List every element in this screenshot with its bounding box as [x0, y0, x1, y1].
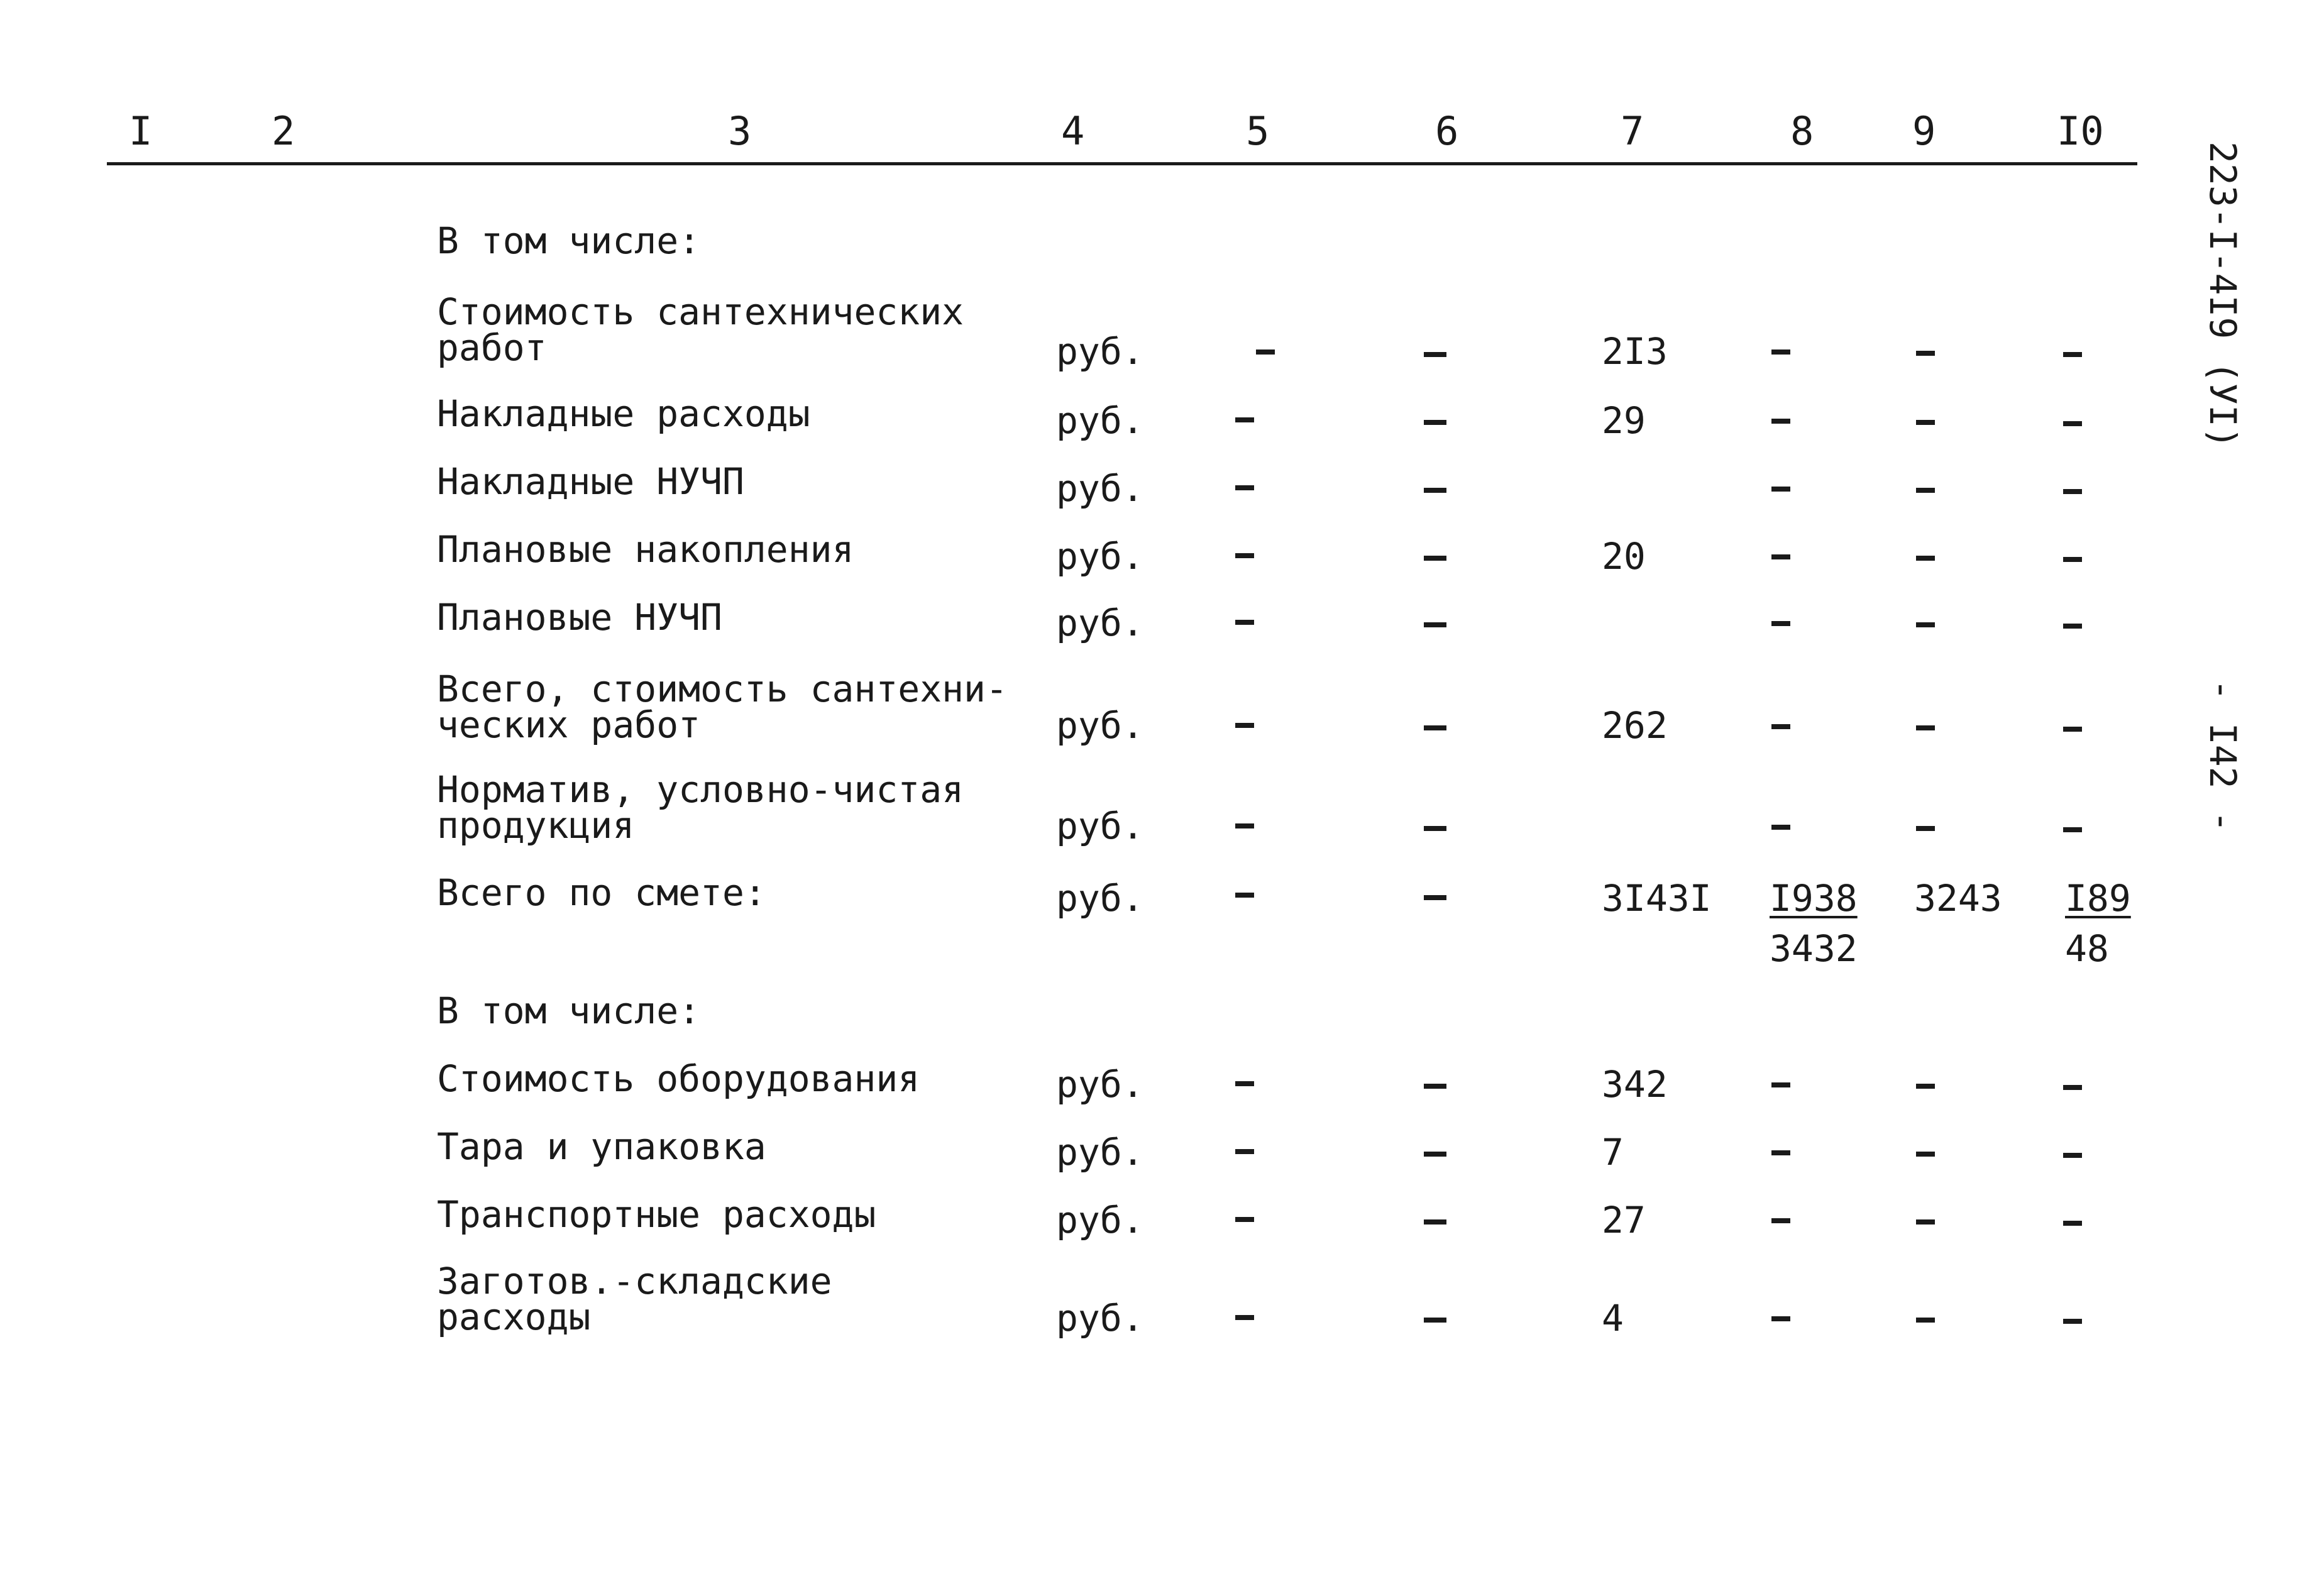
empty-dash — [1916, 488, 1935, 493]
header-rule — [107, 162, 2137, 165]
empty-dash — [1424, 488, 1446, 493]
empty-dash — [1771, 1316, 1790, 1321]
row-col8-fraction — [1770, 877, 1858, 970]
column-header-7: 7 — [1621, 108, 1644, 154]
empty-dash — [1916, 1318, 1935, 1323]
row-unit: руб. — [1056, 467, 1144, 510]
empty-dash — [1424, 1152, 1446, 1157]
row-label: Стоимость сантехнических работ — [437, 290, 964, 369]
empty-dash — [2063, 624, 2082, 629]
empty-dash — [2063, 352, 2082, 357]
row-col10-fraction — [2065, 877, 2131, 970]
row-label: Транспортные расходы — [437, 1193, 876, 1236]
row-label: Норматив, условно-чистая продукция — [437, 768, 964, 847]
row-label: Плановые НУЧП — [437, 596, 722, 639]
empty-dash — [1916, 351, 1935, 356]
row-col7-value: 262 — [1602, 704, 1668, 747]
empty-dash — [1771, 825, 1790, 830]
empty-dash — [1235, 553, 1254, 558]
row-label: Накладные НУЧП — [437, 460, 744, 503]
empty-dash — [1424, 895, 1446, 900]
row-unit: руб. — [1056, 877, 1144, 920]
column-header-6: 6 — [1435, 108, 1459, 154]
empty-dash — [1771, 487, 1790, 492]
empty-dash — [1771, 1082, 1790, 1087]
empty-dash — [1916, 1084, 1935, 1089]
empty-dash — [1916, 556, 1935, 561]
empty-dash — [1235, 485, 1254, 490]
row-col7-value: 27 — [1602, 1199, 1646, 1241]
empty-dash — [1916, 725, 1935, 730]
row-unit: руб. — [1056, 399, 1144, 442]
row-unit: руб. — [1056, 1297, 1144, 1340]
row-label: Всего, стоимость сантехни- ческих работ — [437, 668, 1008, 746]
column-header-8: 8 — [1790, 108, 1814, 154]
empty-dash — [1235, 893, 1254, 898]
empty-dash — [1771, 1218, 1790, 1223]
row-label: Тара и упаковка — [437, 1125, 766, 1168]
empty-dash — [1424, 1084, 1446, 1089]
empty-dash — [1771, 621, 1790, 626]
row-label: Накладные расходы — [437, 392, 810, 435]
empty-dash — [1424, 1219, 1446, 1225]
empty-dash — [2063, 421, 2082, 426]
empty-dash — [2063, 1221, 2082, 1226]
empty-dash — [1916, 826, 1935, 831]
empty-dash — [1771, 724, 1790, 729]
row-col7-value: 20 — [1602, 535, 1646, 578]
row-unit: руб. — [1056, 1131, 1144, 1174]
row-label: Плановые накопления — [437, 528, 854, 571]
empty-dash — [1424, 826, 1446, 831]
empty-dash — [2063, 557, 2082, 562]
row-unit: руб. — [1056, 805, 1144, 847]
fraction-numerator: I89 — [2065, 877, 2131, 920]
row-label: Стоимость оборудования — [437, 1057, 920, 1100]
empty-dash — [2063, 727, 2082, 732]
empty-dash — [1424, 1318, 1446, 1323]
row-unit: руб. — [1056, 1063, 1144, 1106]
empty-dash — [1235, 823, 1254, 828]
row-label: Заготов.-складские расходы — [437, 1260, 832, 1338]
empty-dash — [1916, 420, 1935, 425]
empty-dash — [2063, 1319, 2082, 1324]
row-col7-value: 29 — [1602, 399, 1646, 442]
document-code: 223-I-4I9 (УI) — [2201, 141, 2244, 449]
empty-dash — [1916, 1219, 1935, 1225]
column-header-10: I0 — [2057, 108, 2104, 154]
row-unit: руб. — [1056, 704, 1144, 747]
empty-dash — [2063, 1153, 2082, 1158]
empty-dash — [1235, 417, 1254, 422]
row-col7-value: 2I3 — [1602, 330, 1668, 373]
section-heading: В том числе: — [437, 989, 701, 1032]
empty-dash — [1235, 1217, 1254, 1222]
row-col9-value: 3243 — [1914, 877, 2002, 920]
row-unit: руб. — [1056, 535, 1144, 578]
empty-dash — [1256, 349, 1275, 355]
row-label: Всего по смете: — [437, 871, 766, 914]
empty-dash — [1235, 723, 1254, 728]
empty-dash — [1235, 1315, 1254, 1320]
empty-dash — [2063, 1085, 2082, 1090]
empty-dash — [1235, 620, 1254, 625]
row-col7-value: 342 — [1602, 1063, 1668, 1106]
empty-dash — [1424, 420, 1446, 425]
empty-dash — [1424, 556, 1446, 561]
column-header-5: 5 — [1246, 108, 1270, 154]
column-header-2: 2 — [272, 108, 295, 154]
empty-dash — [1916, 622, 1935, 627]
row-col7-value: 4 — [1602, 1297, 1624, 1340]
empty-dash — [2063, 489, 2082, 494]
column-header-9: 9 — [1912, 108, 1936, 154]
empty-dash — [1235, 1081, 1254, 1086]
fraction-denominator: 3432 — [1770, 927, 1858, 970]
empty-dash — [1771, 419, 1790, 424]
empty-dash — [1424, 352, 1446, 357]
empty-dash — [2063, 827, 2082, 832]
empty-dash — [1235, 1149, 1254, 1154]
fraction-denominator: 48 — [2065, 927, 2109, 970]
column-header-3: 3 — [728, 108, 752, 154]
empty-dash — [1916, 1152, 1935, 1157]
section-heading: В том числе: — [437, 219, 701, 262]
page-number: - I42 - — [2201, 679, 2244, 833]
column-header-4: 4 — [1061, 108, 1085, 154]
empty-dash — [1771, 349, 1790, 355]
empty-dash — [1424, 725, 1446, 730]
empty-dash — [1771, 1150, 1790, 1155]
row-col7-value: 3I43I — [1602, 877, 1712, 920]
fraction-numerator: I938 — [1770, 877, 1858, 920]
row-unit: руб. — [1056, 602, 1144, 644]
empty-dash — [1424, 622, 1446, 627]
row-unit: руб. — [1056, 1199, 1144, 1241]
row-unit: руб. — [1056, 330, 1144, 373]
empty-dash — [1771, 554, 1790, 559]
row-col7-value: 7 — [1602, 1131, 1624, 1174]
column-header-1: I — [129, 108, 153, 154]
